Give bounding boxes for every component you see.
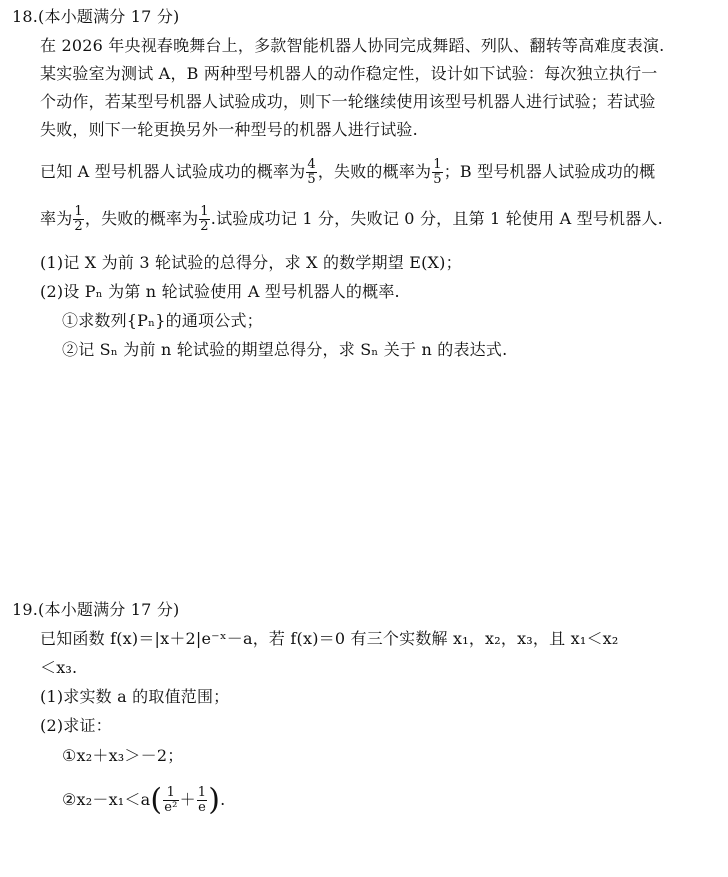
q19-part2: (2)求证： (40, 716, 112, 735)
fraction-numerator: 1 (433, 157, 442, 172)
fraction (432, 158, 442, 187)
text: . (220, 790, 226, 809)
q19-stem-line: 已知函数 f(x)＝|x＋2|e⁻ˣ－a，若 f(x)＝0 有三个实数解 x₁，x₂，x₃，且 x₁＜x₂ (40, 629, 619, 648)
q18-part2: (2)设 Pₙ 为第 n 轮试验使用 A 型号机器人的概率. (40, 282, 400, 301)
fraction-denominator: 2 (74, 219, 83, 234)
fraction-numerator: 1 (163, 786, 178, 801)
q19-part2-sub2 (62, 780, 722, 820)
fraction (197, 786, 207, 815)
q18-para-line: 失败，则下一轮更换另外一种型号的机器人进行试验. (40, 120, 418, 139)
text: ②x₂－x₁＜a (62, 790, 151, 809)
fraction-numerator: 4 (307, 157, 316, 172)
text: .试验成功记 1 分，失败记 0 分，且第 1 轮使用 A 型号机器人. (210, 209, 663, 228)
q18-part2-sub1: ①求数列{Pₙ}的通项公式； (62, 311, 263, 330)
plus-sign: ＋ (179, 790, 196, 809)
q19-part1: (1)求实数 a 的取值范围； (40, 687, 230, 706)
q18-header: 18.(本小题满分 17 分) (12, 7, 180, 26)
fraction-denominator: 5 (307, 172, 316, 187)
q18-part1: (1)记 X 为前 3 轮试验的总得分，求 X 的数学期望 E(X)； (40, 253, 462, 272)
text: 率为 (40, 209, 73, 228)
q19-header: 19.(本小题满分 17 分) (12, 600, 180, 619)
q18-para-line: 某实验室为测试 A，B 两种型号机器人的动作稳定性，设计如下试验：每次独立执行一 (40, 64, 658, 83)
fraction-numerator: 1 (197, 785, 207, 800)
fraction-denominator: e² (164, 800, 178, 815)
q18-para-line: 在 2026 年央视春晚舞台上，多款智能机器人协同完成舞蹈、列队、翻转等高难度表演. (40, 36, 665, 55)
fraction-numerator: 1 (74, 204, 83, 219)
fraction (163, 786, 178, 815)
fraction (199, 205, 209, 234)
q19-stem-line: ＜x₃. (40, 658, 78, 677)
text: ；B 型号机器人试验成功的概 (443, 162, 656, 181)
text: ，失败的概率为 (84, 209, 199, 228)
q18-para-line: 个动作，若某型号机器人试验成功，则下一轮继续使用该型号机器人进行试验；若试验 (40, 92, 656, 111)
fraction-denominator: 2 (200, 219, 209, 234)
fraction-numerator: 1 (200, 204, 209, 219)
left-paren: ( (150, 782, 163, 818)
q19-part2-sub1: ①x₂＋x₃＞－2； (62, 746, 184, 765)
fraction (306, 158, 316, 187)
q18-probability-line-a (40, 155, 700, 189)
right-paren: ) (208, 782, 221, 818)
fraction-denominator: 5 (433, 172, 442, 187)
text: 已知 A 型号机器人试验成功的概率为 (40, 162, 306, 181)
q18-part2-sub2: ②记 Sₙ 为前 n 轮试验的期望总得分，求 Sₙ 关于 n 的表达式. (62, 340, 508, 359)
text: ，失败的概率为 (317, 162, 432, 181)
q18-probability-line-b (40, 202, 700, 236)
fraction-denominator: e (198, 800, 206, 815)
fraction (73, 205, 83, 234)
